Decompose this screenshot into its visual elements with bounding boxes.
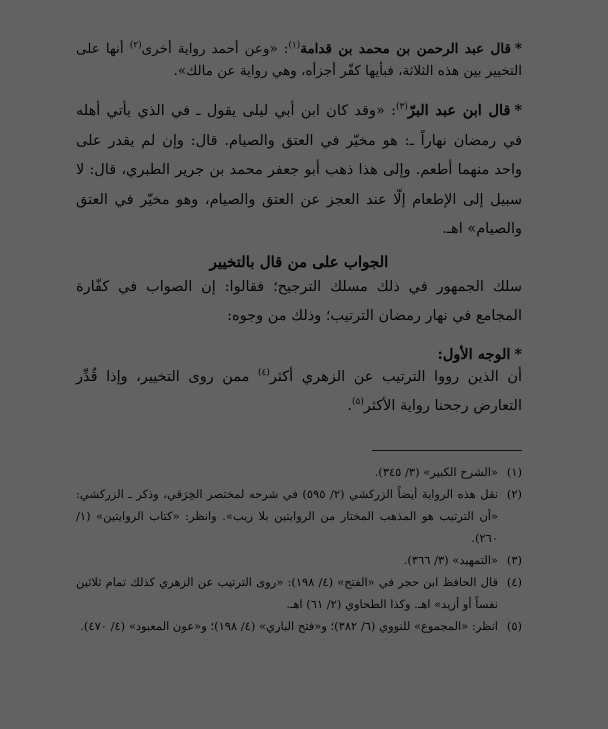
first-point-text-c: .: [347, 398, 352, 414]
footnote-5: [76, 615, 522, 637]
footnote-text: «الشرح الكبير» (٣/ ٣٤٥).: [374, 464, 498, 479]
first-point-title: الوجه الأول:: [437, 345, 511, 363]
footnote-text: «التمهيد» (٣/ ٣٦٦).: [403, 552, 498, 567]
footnote-line: نقل هذه الرواية أيضاً الزركشي (٢/ ٥٩٥) في شرحه لمختصر الخِرَقي، وذكر ـ الزركشي: «أن الترتيب هو المذهب المختار من الروايتين بلا ريب».: [76, 486, 499, 523]
first-point-heading: [76, 346, 522, 363]
footnote-number: (٢): [506, 486, 522, 501]
first-point-text-b: ممن روى التخيير، وإذا قُدِّر التعارض رجحنا رواية الأكثر: [76, 368, 522, 414]
footnote-ref-3: (٣): [395, 102, 408, 113]
footnote-text: قال الحافظ ابن حجر في «الفتح» (٤/ ١٩٨): «روى الترتيب عن الزهري كذلك تمام ثلاثين نفساً أو أزيد» اهـ. وكذا الطحاوي (٢/ ٦١) اهـ.: [76, 574, 498, 611]
first-point-paragraph: [76, 363, 522, 422]
answer-paragraph: سلك الجمهور في ذلك مسلك الترجيح؛ فقالوا: إن الصواب في كفّارة المجامع في نهار رمضان الترتيب؛ وذلك من وجوه:: [76, 278, 522, 324]
footnote-line: وانظر: «كتاب الروايتين» (١/ ٢٦٠).: [76, 508, 498, 545]
quote-text-1: : «وعن أحمد رواية أخرى: [141, 41, 289, 57]
footnote-4: [76, 571, 522, 615]
quote-ibn-abd-al-barr: [76, 96, 522, 245]
footnote-ref-4: (٤): [258, 367, 270, 378]
footnote-1: [76, 461, 522, 483]
footnotes: [76, 461, 522, 637]
bullet-star: *: [514, 41, 522, 57]
footnote-3: [76, 549, 522, 571]
footnote-ref-5: (٥): [351, 397, 364, 408]
footnote-number: (٣): [506, 552, 522, 567]
bullet-star: *: [514, 345, 522, 363]
speaker-ibn-abd-al-barr: قال ابن عبد البرّ: [407, 102, 511, 119]
footnote-number: (٤): [506, 574, 522, 589]
footnote-ref-1: (١): [288, 40, 301, 51]
footnote-number: (٥): [506, 618, 522, 633]
footnote-2: [76, 483, 522, 549]
first-point-text-a: أن الذين رووا الترتيب عن الزهري أكثر: [269, 368, 522, 385]
footnote-ref-2: (٢): [129, 40, 142, 51]
quote-text-2: أنها على التخيير بين هذه الثلاثة، فبأيها كفّر أجزأه، وهي رواية عن مالك».: [76, 41, 522, 79]
speaker-ibn-qudama: قال عبد الرحمن بن محمد بن قدامة: [300, 41, 511, 57]
footnote-text: [76, 483, 498, 549]
quote-text-3: : «وقد كان ابن أبي ليلى يقول ـ في الذي يأتي أهله في رمضان نهاراً ـ: هو مخيّر في العتق والصيام. قال: وإن لم يقدر على واحد منهما أطعم. وإلى هذا ذهب أبو جعفر محمد بن جرير الطبري، قال: لا سبيل إلى الإطعام إلّا عند العجز عن العتق والصيام، وهو مخيّر في العتق والصيام» اهـ.: [76, 103, 522, 237]
quote-ibn-qudama: [76, 38, 522, 82]
bullet-star: *: [514, 102, 523, 119]
section-heading: الجواب على من قال بالتخيير: [209, 252, 389, 271]
footnote-text: انظر: «المجموع» للنووي (٦/ ٣٨٢)؛ و«فتح الباري» (٤/ ١٩٨)؛ و«عون المعبود» (٤/ ٤٧٠).: [80, 618, 498, 633]
footnote-divider: [372, 450, 522, 451]
footnote-number: (١): [506, 464, 522, 479]
